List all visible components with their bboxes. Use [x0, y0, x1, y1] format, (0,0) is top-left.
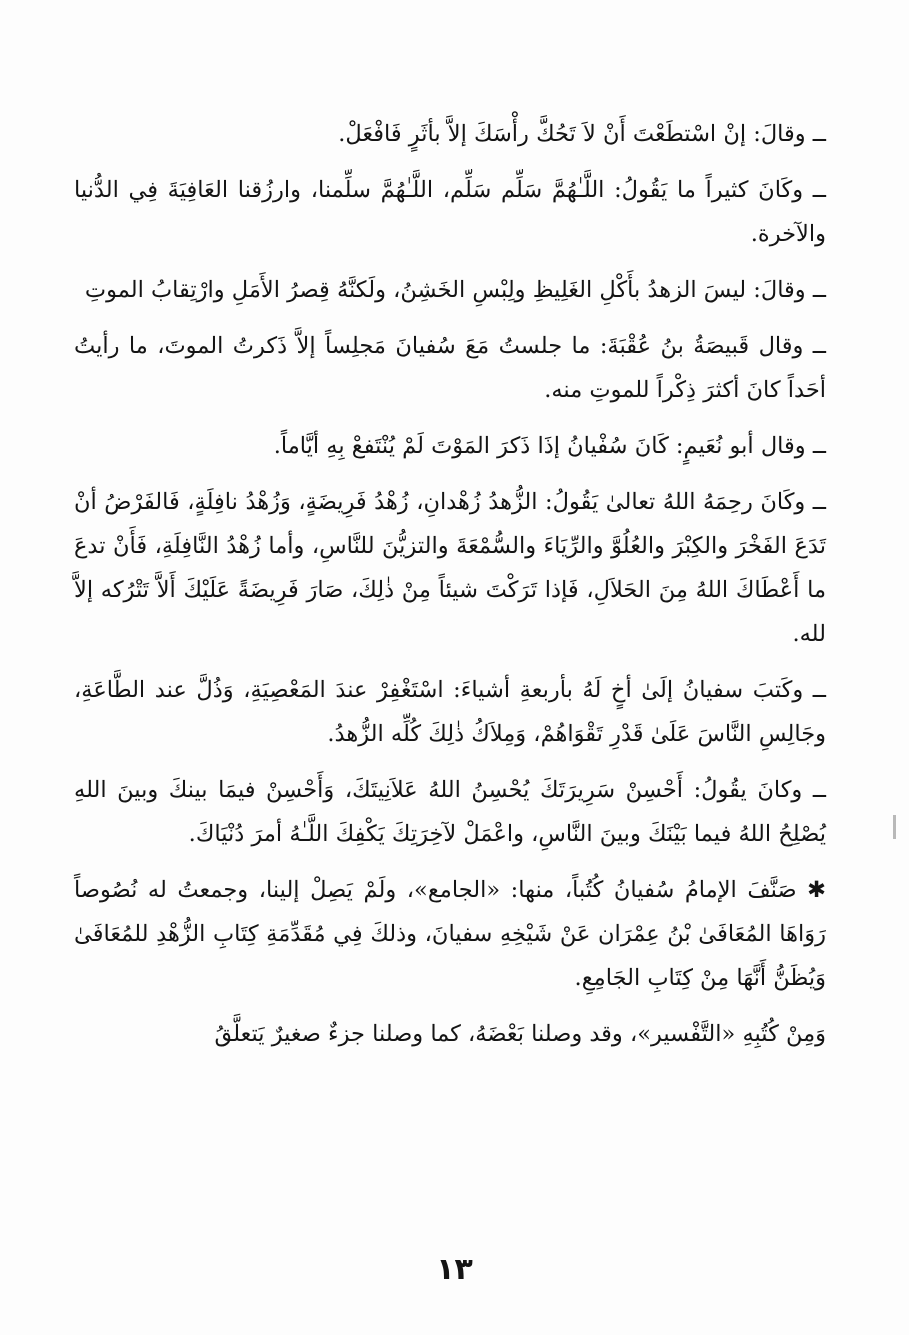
- body-text: [74, 112, 826, 1066]
- paragraph-3: ــ وقالَ: ليسَ الزهدُ بأَكْلِ الغَلِيظِ ولِبْسِ الخَشِنُ، ولَكنَّهُ قِصرُ الأَمَلِ وارْتِقابُ الموتِ: [84, 277, 826, 303]
- paragraph-2: ــ وكَانَ كثيراً ما يَقُولُ: اللَّـٰهُمَّ سَلِّم سَلِّم، اللَّـٰهُمَّ سلِّمنا، وارزُقنا العَافِيَةَ فِي الدُّنيا والآخرة.: [74, 177, 826, 247]
- paragraph-6: ــ وكَانَ رحِمَهُ اللهُ تعالىٰ يَقُولُ: الزُّهدُ زُهْدانِ، زُهْدُ فَرِيضَةٍ، وَزُهْدُ نافِلَةٍ، فَالفَرْضُ أنْ تَدَعَ الفَخْرَ والكِبْرَ والعُلُوَّ والرِّيَاءَ والسُّمْعَةَ والتزيُّنَ للنَّاسِ، وأما زُهْدُ النَّافِلَةِ، فَأَنْ تدعَ ما أَعْطَاكَ اللهُ مِنَ الحَلاَلِ، فَإذا تَرَكْتَ شيئاً مِنْ ذٰلِكَ، صَارَ فَرِيضَةً عَلَيْكَ أَلاَّ تَتْرُكه إلاَّ لله.: [74, 489, 826, 647]
- page-number: ١٣: [436, 1252, 473, 1287]
- paragraph-7: ــ وكَتبَ سفيانُ إلَىٰ أخٍ لَهُ بأربعةِ أشياءَ: اسْتَغْفِرْ عندَ المَعْصِيَةِ، وَذُلَّ عند الطَّاعَةِ، وجَالِسِ النَّاسَ عَلَىٰ قَدْرِ تَقْوَاهُمْ، وَمِلاَكُ ذٰلِكَ كُلِّه الزُّهدُ.: [74, 677, 826, 747]
- page-edge-mark: [893, 815, 896, 839]
- paragraph-8: ــ وكانَ يقُولُ: أَحْسِنْ سَرِيرَتَكَ يُحْسِنُ اللهُ عَلاَنِيتَكَ، وَأَحْسِنْ فيمَا بينكَ وبينَ اللهِ يُصْلِحُ اللهُ فيما بَيْنَكَ وبينَ النَّاسِ، واعْمَلْ لآخِرَتِكَ يَكْفِكَ اللَّـٰهُ أمرَ دُنْيَاكَ.: [74, 777, 826, 847]
- paragraph-10: وَمِنْ كُتُبِهِ «التَّفْسير»، وقد وصلنا بَعْضَهُ، كما وصلنا جزءٌ صغيرٌ يَتعلَّقُ: [214, 1021, 826, 1047]
- paragraph-5: ــ وقال أبو نُعَيمٍ: كَانَ سُفْيانُ إذَا ذَكرَ المَوْتَ لَمْ يُنْتَفعْ بِهِ أيَّاماً.: [273, 433, 826, 459]
- paragraph-4: ــ وقال قَبيصَةُ بنُ عُقْبَةَ: ما جلستُ مَعَ سُفيانَ مَجلِساً إلاَّ ذَكرتُ الموتَ، ما رأيتُ أحَداً كانَ أكثرَ ذِكْراً للموتِ منه.: [74, 333, 826, 403]
- paragraph-9: ✱ صَنَّفَ الإمامُ سُفيانُ كُتُباً، منها: «الجامع»، ولَمْ يَصِلْ إلينا، وجمعتُ له نُصُوصاً رَوَاهَا المُعَافَىٰ بْنُ عِمْرَان عَنْ شَيْخِهِ سفيانَ، وذلكَ فِي مُقَدِّمَةِ كِتَابِ الزُّهْدِ للمُعَافَىٰ وَيُظَنُّ أَنَّهَا مِنْ كِتَابِ الجَامِعِ.: [74, 877, 826, 991]
- paragraph-1: ــ وقالَ: إنْ اسْتطَعْتَ أَنْ لاَ تَحُكَّ رأْسَكَ إلاَّ بأثَرٍ فَافْعَلْ.: [338, 121, 826, 147]
